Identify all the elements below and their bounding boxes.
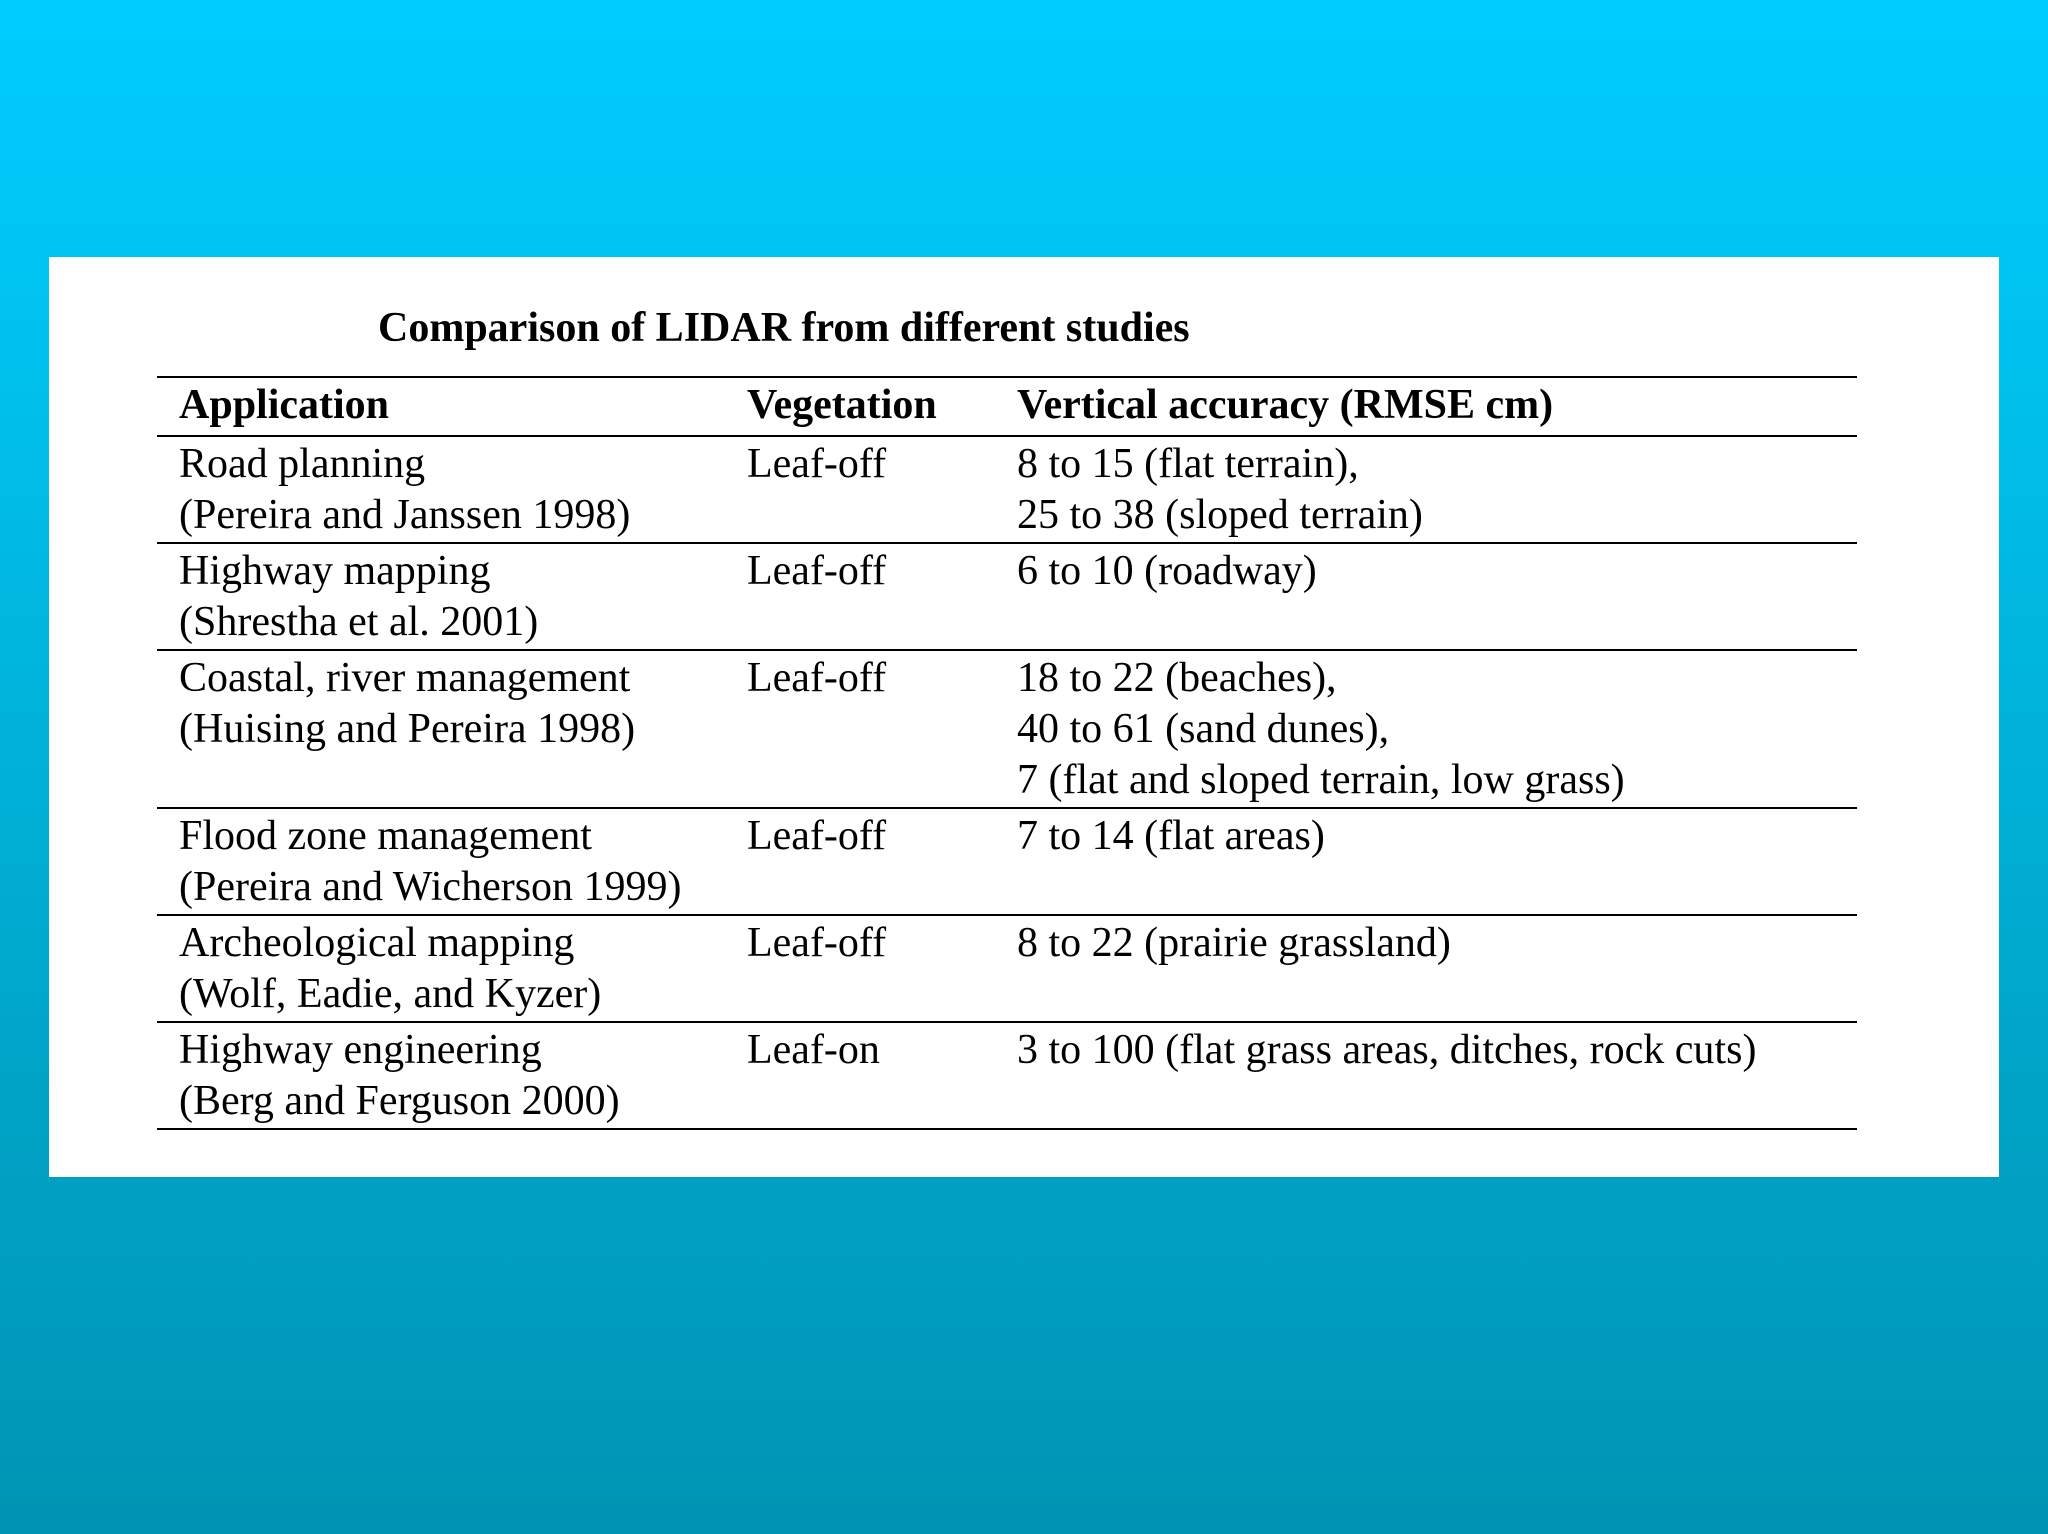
table-row (157, 543, 1857, 650)
application-source: (Pereira and Janssen 1998) (179, 492, 631, 538)
vegetation-cell: Leaf-off (747, 920, 887, 966)
accuracy-cell (1017, 436, 1857, 543)
accuracy-line: 7 (flat and sloped terrain, low grass) (1017, 757, 1625, 803)
application-cell (157, 915, 747, 1022)
accuracy-line: 40 to 61 (sand dunes), (1017, 706, 1390, 752)
table-row (157, 915, 1857, 1022)
application-source: (Shrestha et al. 2001) (179, 599, 539, 645)
table-row (157, 808, 1857, 915)
table-panel (49, 257, 1999, 1177)
column-header-vertical-accuracy: Vertical accuracy (RMSE cm) (1017, 382, 1554, 428)
lidar-comparison-table (157, 376, 1857, 1130)
application-cell (157, 543, 747, 650)
application-cell (157, 650, 747, 808)
accuracy-cell (1017, 1022, 1857, 1129)
accuracy-cell (1017, 915, 1857, 1022)
vegetation-cell: Leaf-off (747, 441, 887, 487)
vegetation-cell: Leaf-off (747, 813, 887, 859)
application-name: Flood zone management (179, 813, 592, 859)
vegetation-cell: Leaf-on (747, 1027, 880, 1073)
accuracy-line: 3 to 100 (flat grass areas, ditches, rock cuts) (1017, 1027, 1757, 1073)
application-cell (157, 436, 747, 543)
accuracy-line: 8 to 22 (prairie grassland) (1017, 920, 1451, 966)
column-header-vegetation: Vegetation (747, 382, 937, 428)
accuracy-line: 18 to 22 (beaches), (1017, 655, 1337, 701)
application-name: Highway engineering (179, 1027, 542, 1073)
application-cell (157, 808, 747, 915)
accuracy-line: 8 to 15 (flat terrain), (1017, 441, 1359, 487)
table-title: Comparison of LIDAR from different studies (378, 305, 1190, 351)
table-row (157, 650, 1857, 808)
application-cell (157, 1022, 747, 1129)
application-source: (Pereira and Wicherson 1999) (179, 864, 682, 910)
application-source: (Berg and Ferguson 2000) (179, 1078, 620, 1124)
accuracy-cell (1017, 650, 1857, 808)
accuracy-line: 7 to 14 (flat areas) (1017, 813, 1325, 859)
accuracy-cell (1017, 808, 1857, 915)
vegetation-cell: Leaf-off (747, 655, 887, 701)
accuracy-line: 25 to 38 (sloped terrain) (1017, 492, 1423, 538)
application-name: Highway mapping (179, 548, 491, 594)
table-row (157, 1022, 1857, 1129)
header-row (157, 377, 1857, 436)
accuracy-cell (1017, 543, 1857, 650)
application-name: Archeological mapping (179, 920, 575, 966)
column-header-application: Application (179, 382, 390, 428)
application-source: (Wolf, Eadie, and Kyzer) (179, 971, 602, 1017)
vegetation-cell: Leaf-off (747, 548, 887, 594)
application-source: (Huising and Pereira 1998) (179, 706, 636, 752)
accuracy-line: 6 to 10 (roadway) (1017, 548, 1317, 594)
application-name: Coastal, river management (179, 655, 631, 701)
table-row (157, 436, 1857, 543)
application-name: Road planning (179, 441, 426, 487)
